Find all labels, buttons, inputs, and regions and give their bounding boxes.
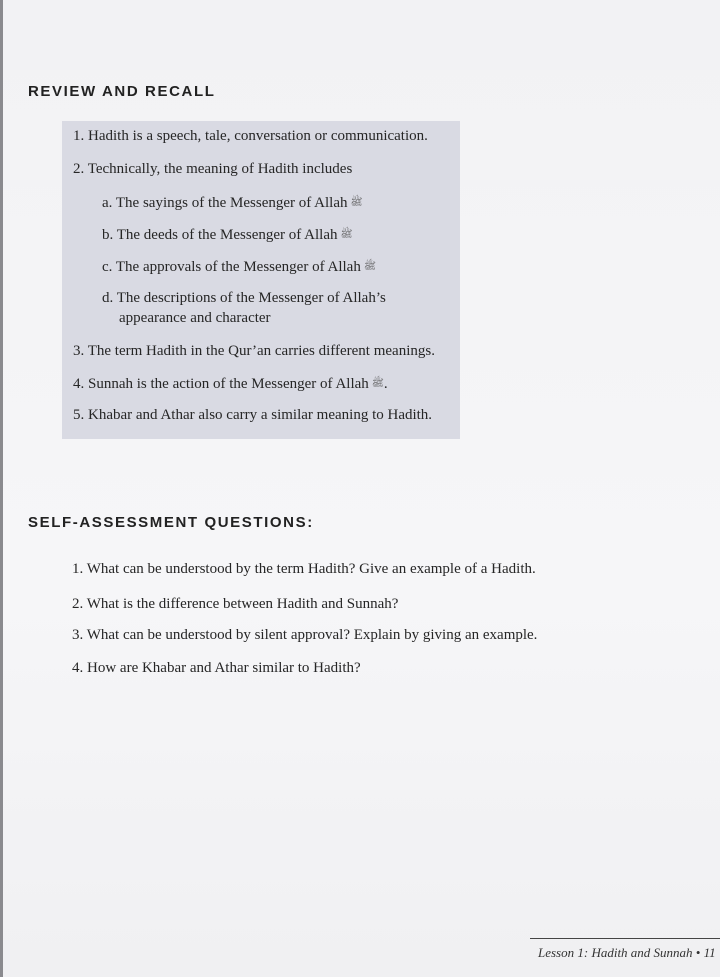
review-item-3: 3. The term Hadith in the Qur’an carries different meanings. [73,343,435,359]
assessment-heading: SELF-ASSESSMENT QUESTIONS: [28,514,314,531]
review-item-2b [102,225,353,245]
question-4: 4. How are Khabar and Athar similar to Hadith? [72,660,361,676]
review-item-2d-cont: appearance and character [119,310,271,326]
review-item-4-period: . [383,376,388,392]
question-2: 2. What is the difference between Hadith and Sunnah? [72,596,399,612]
review-item-5: 5. Khabar and Athar also carry a similar meaning to Hadith. [73,407,433,423]
page-footer: Lesson 1: Hadith and Sunnah • 11 [538,945,716,960]
salutation-icon: ﷺ [350,197,363,208]
review-item-4 [73,374,388,394]
review-item-2a-text: a. The sayings of the Messenger of Allah [102,195,348,211]
footer-rule [530,938,720,939]
review-item-2c [102,257,376,277]
review-item-2b-text: b. The deeds of the Messenger of Allah [102,227,338,243]
review-heading: REVIEW AND RECALL [28,83,216,100]
review-item-1: 1. Hadith is a speech, tale, conversation or communication. [73,128,428,144]
review-item-4-text: 4. Sunnah is the action of the Messenger of Allah [73,376,369,392]
review-item-2c-text: c. The approvals of the Messenger of Allah [102,259,361,275]
salutation-icon: ﷺ [371,378,384,389]
review-item-2a [102,193,363,213]
review-item-2d: d. The descriptions of the Messenger of Allah’s [102,290,386,306]
question-1: 1. What can be understood by the term Hadith? Give an example of a Hadith. [72,561,536,577]
salutation-icon: ﷺ [340,229,353,240]
review-box [62,121,460,439]
review-item-2: 2. Technically, the meaning of Hadith includes [73,161,353,177]
salutation-icon: ﷺ [363,261,376,272]
question-3: 3. What can be understood by silent approval? Explain by giving an example. [72,627,538,643]
page-edge [0,0,3,977]
